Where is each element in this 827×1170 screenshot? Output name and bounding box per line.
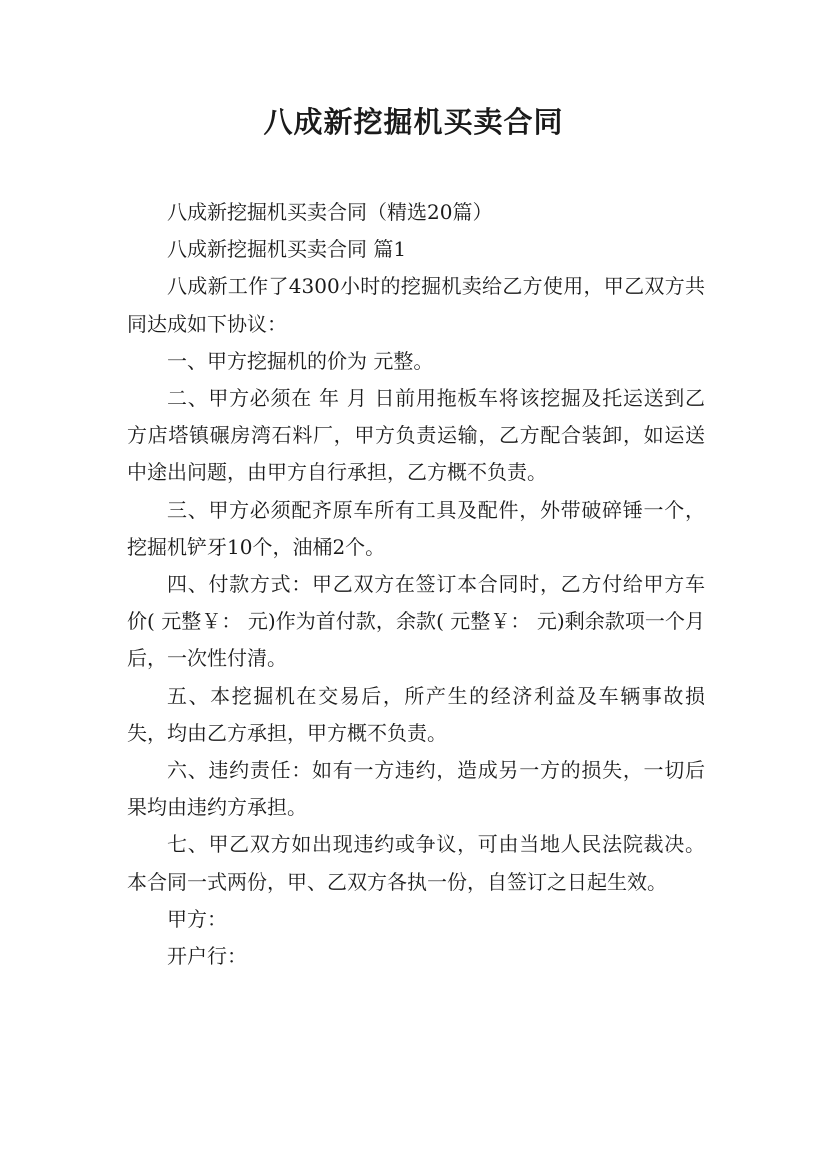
- party-a-label: 甲方：: [167, 906, 227, 931]
- paragraph-subtitle: 八成新挖掘机买卖合同（精选20篇）: [167, 200, 493, 224]
- paragraph-clause-6: 六、违约责任：如有一方违约，造成另一方的损失，一切后果均由违约方承担。: [127, 758, 705, 820]
- paragraph-intro: 八成新工作了4300小时的挖掘机卖给乙方使用，甲乙双方共同达成如下协议：: [127, 274, 705, 336]
- paragraph-section-heading: 八成新挖掘机买卖合同 篇1: [167, 237, 407, 262]
- paragraph-clause-1: 一、甲方挖掘机的价为 元整。: [167, 348, 434, 373]
- paragraph-clause-2: 二、甲方必须在 年 月 日前用拖板车将该挖掘及托运送到乙方店塔镇碾房湾石料厂，甲方负责运输，乙方配合装卸，如运送中途出问题，由甲方自行承担，乙方概不负责。: [127, 386, 705, 485]
- paragraph-clause-5: 五、本挖掘机在交易后，所产生的经济利益及车辆事故损失，均由乙方承担，甲方概不负责。: [127, 683, 705, 745]
- paragraph-clause-4: 四、付款方式：甲乙双方在签订本合同时，乙方付给甲方车价( 元整￥： 元)作为首付款，余款( 元整￥： 元)剩余款项一个月后，一次性付清。: [127, 572, 705, 671]
- document-title: 八成新挖掘机买卖合同: [263, 105, 564, 139]
- bank-label: 开户行：: [167, 944, 247, 969]
- document-body: [127, 194, 705, 975]
- paragraph-clause-3: 三、甲方必须配齐原车所有工具及配件，外带破碎锤一个，挖掘机铲牙10个，油桶2个。: [127, 497, 705, 559]
- paragraph-clause-7: 七、甲乙双方如出现违约或争议，可由当地人民法院裁决。本合同一式两份，甲、乙双方各执一份，自签订之日起生效。: [127, 832, 705, 894]
